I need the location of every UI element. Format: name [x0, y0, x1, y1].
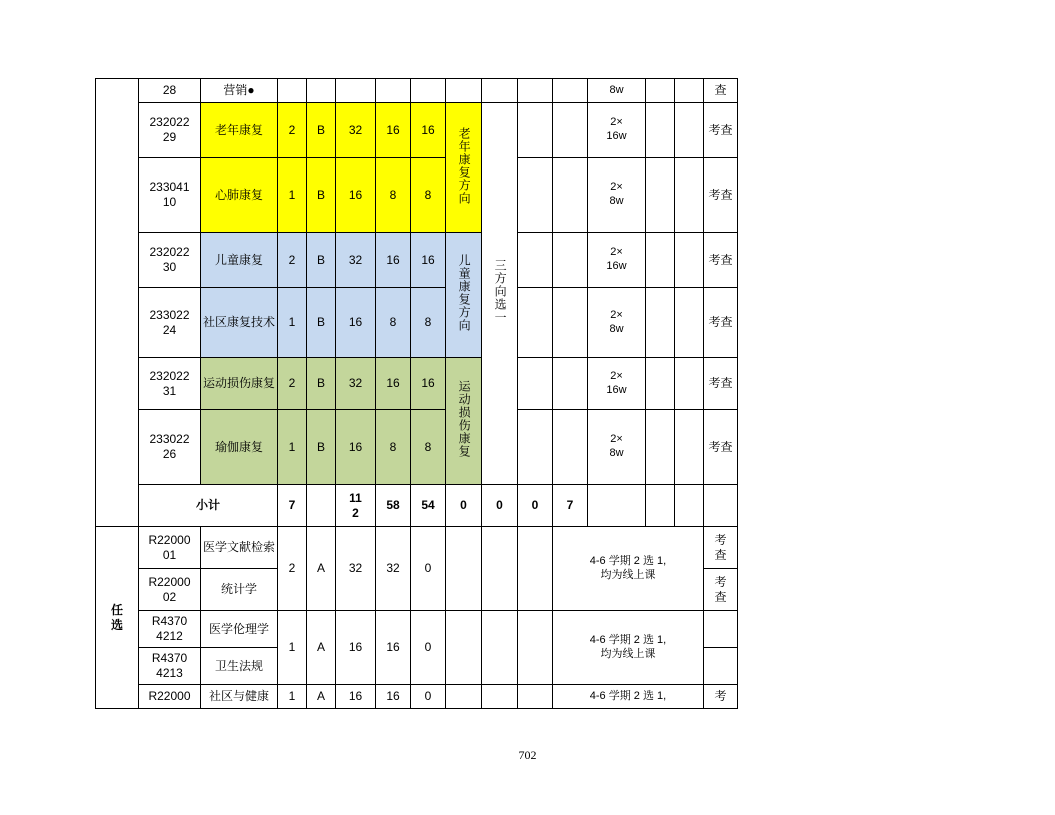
elective-note: 4-6 学期 2 选 1, — [553, 685, 704, 709]
course-theory-hours: 16 — [376, 685, 411, 709]
course-group — [482, 685, 518, 709]
course-credits: 1 — [278, 410, 307, 485]
table-row — [96, 103, 738, 158]
subtotal-credits: 7 — [278, 485, 307, 527]
course-theory-hours: 16 — [376, 103, 411, 158]
course-code: R4370 4213 — [139, 648, 201, 685]
course-group — [482, 79, 518, 103]
semester-weeks: 2× 8w — [588, 288, 646, 358]
semester-col-5 — [675, 233, 704, 288]
subtotal-col-7 — [675, 485, 704, 527]
semester-col-4 — [646, 358, 675, 410]
course-code: R4370 4212 — [139, 611, 201, 648]
course-theory-hours: 8 — [376, 288, 411, 358]
semester-col-1 — [518, 233, 553, 288]
semester-weeks: 2× 8w — [588, 410, 646, 485]
course-theory-hours: 16 — [376, 611, 411, 685]
course-total-hours: 32 — [336, 233, 376, 288]
elective-note: 4-6 学期 2 选 1, 均为线上课 — [553, 527, 704, 611]
course-name: 瑜伽康复 — [201, 410, 278, 485]
semester-col-5 — [675, 158, 704, 233]
category-left-blank — [96, 79, 139, 527]
assessment: 考查 — [704, 358, 738, 410]
semester-col-2 — [553, 158, 588, 233]
course-type: B — [307, 288, 336, 358]
course-theory-hours — [376, 79, 411, 103]
course-theory-hours: 8 — [376, 410, 411, 485]
course-type: A — [307, 685, 336, 709]
course-direction — [446, 79, 482, 103]
course-type: B — [307, 158, 336, 233]
table-row — [96, 358, 738, 410]
semester-col-5 — [675, 288, 704, 358]
course-name: 老年康复 — [201, 103, 278, 158]
semester-col-2 — [553, 288, 588, 358]
table-row — [96, 611, 738, 648]
semester-col-1 — [518, 358, 553, 410]
course-code: 233041 10 — [139, 158, 201, 233]
course-name: 医学伦理学 — [201, 611, 278, 648]
semester-col-2 — [553, 103, 588, 158]
subtotal-col-3: 0 — [518, 485, 553, 527]
semester-col-1 — [518, 611, 553, 685]
course-name: 社区康复技术 — [201, 288, 278, 358]
course-direction: 儿童康复方向 — [446, 233, 482, 358]
subtotal-theory-hours: 58 — [376, 485, 411, 527]
semester-col-5 — [675, 79, 704, 103]
course-code: R22000 02 — [139, 569, 201, 611]
semester-col-5 — [675, 358, 704, 410]
semester-col-2 — [553, 358, 588, 410]
course-name: 统计学 — [201, 569, 278, 611]
course-practice-hours: 0 — [411, 611, 446, 685]
course-total-hours: 16 — [336, 158, 376, 233]
course-type — [307, 79, 336, 103]
semester-col-1 — [518, 685, 553, 709]
course-type: B — [307, 233, 336, 288]
assessment: 考 — [704, 685, 738, 709]
course-credits: 2 — [278, 527, 307, 611]
course-type: B — [307, 103, 336, 158]
subtotal-label: 小计 — [139, 485, 278, 527]
subtotal-col-5 — [588, 485, 646, 527]
course-code: R22000 01 — [139, 527, 201, 569]
semester-col-2 — [553, 410, 588, 485]
semester-weeks: 2× 16w — [588, 233, 646, 288]
course-practice-hours: 16 — [411, 103, 446, 158]
assessment: 考 查 — [704, 527, 738, 569]
course-direction: 运动损伤康复 — [446, 358, 482, 485]
course-code: 232022 29 — [139, 103, 201, 158]
subtotal-col-1: 0 — [446, 485, 482, 527]
elective-note: 4-6 学期 2 选 1, 均为线上课 — [553, 611, 704, 685]
course-practice-hours: 16 — [411, 358, 446, 410]
course-credits: 1 — [278, 685, 307, 709]
semester-weeks: 2× 16w — [588, 103, 646, 158]
course-credits: 2 — [278, 358, 307, 410]
course-name: 儿童康复 — [201, 233, 278, 288]
semester-weeks: 2× 8w — [588, 158, 646, 233]
course-total-hours: 16 — [336, 611, 376, 685]
semester-col-4 — [646, 103, 675, 158]
course-practice-hours: 8 — [411, 410, 446, 485]
table-row — [96, 79, 738, 103]
semester-col-5 — [675, 410, 704, 485]
category-elective: 任 选 — [96, 527, 139, 709]
course-direction — [446, 611, 482, 685]
semester-col-1 — [518, 158, 553, 233]
semester-col-4 — [646, 288, 675, 358]
course-group — [482, 611, 518, 685]
course-group — [482, 527, 518, 611]
semester-col-1 — [518, 527, 553, 611]
semester-col-5 — [675, 103, 704, 158]
course-code: 28 — [139, 79, 201, 103]
semester-col-4 — [646, 79, 675, 103]
page-number: 702 — [518, 748, 537, 762]
assessment — [704, 648, 738, 685]
course-total-hours: 32 — [336, 527, 376, 611]
table-row — [96, 233, 738, 288]
assessment — [704, 611, 738, 648]
course-credits — [278, 79, 307, 103]
semester-col-1 — [518, 288, 553, 358]
course-type: A — [307, 527, 336, 611]
course-name: 营销● — [201, 79, 278, 103]
course-name: 卫生法规 — [201, 648, 278, 685]
table-row-subtotal — [96, 485, 738, 527]
course-name: 医学文献检索 — [201, 527, 278, 569]
assessment: 考查 — [704, 410, 738, 485]
course-total-hours: 32 — [336, 103, 376, 158]
course-practice-hours: 16 — [411, 233, 446, 288]
assessment: 考查 — [704, 233, 738, 288]
course-practice-hours: 0 — [411, 527, 446, 611]
course-theory-hours: 16 — [376, 358, 411, 410]
subtotal-col-2: 0 — [482, 485, 518, 527]
course-total-hours: 16 — [336, 685, 376, 709]
course-name: 运动损伤康复 — [201, 358, 278, 410]
course-total-hours: 32 — [336, 358, 376, 410]
semester-col-4 — [646, 158, 675, 233]
course-type: A — [307, 611, 336, 685]
table-row — [96, 527, 738, 569]
subtotal-type — [307, 485, 336, 527]
semester-col-4 — [646, 233, 675, 288]
course-practice-hours: 0 — [411, 685, 446, 709]
assessment: 考 查 — [704, 569, 738, 611]
course-theory-hours: 32 — [376, 527, 411, 611]
course-direction — [446, 527, 482, 611]
course-practice-hours: 8 — [411, 288, 446, 358]
course-code: 233022 24 — [139, 288, 201, 358]
course-total-hours: 16 — [336, 410, 376, 485]
course-credits: 2 — [278, 103, 307, 158]
assessment: 考查 — [704, 288, 738, 358]
semester-col-2 — [553, 233, 588, 288]
semester-col-1 — [518, 410, 553, 485]
course-practice-hours: 8 — [411, 158, 446, 233]
course-code: 233022 26 — [139, 410, 201, 485]
course-code: 232022 31 — [139, 358, 201, 410]
course-name: 心肺康复 — [201, 158, 278, 233]
course-direction: 老年康复方向 — [446, 103, 482, 233]
course-direction — [446, 685, 482, 709]
assessment: 考查 — [704, 103, 738, 158]
subtotal-col-4: 7 — [553, 485, 588, 527]
subtotal-total-hours: 11 2 — [336, 485, 376, 527]
table-row — [96, 288, 738, 358]
course-total-hours — [336, 79, 376, 103]
table-row — [96, 158, 738, 233]
course-total-hours: 16 — [336, 288, 376, 358]
semester-col-1 — [518, 79, 553, 103]
assessment: 查 — [704, 79, 738, 103]
subtotal-practice-hours: 54 — [411, 485, 446, 527]
course-credits: 1 — [278, 611, 307, 685]
semester-weeks: 8w — [588, 79, 646, 103]
table-row — [96, 410, 738, 485]
subtotal-col-8 — [704, 485, 738, 527]
table-row — [96, 685, 738, 709]
semester-weeks: 2× 16w — [588, 358, 646, 410]
semester-col-4 — [646, 410, 675, 485]
semester-col-1 — [518, 103, 553, 158]
course-code: R22000 — [139, 685, 201, 709]
course-credits: 2 — [278, 233, 307, 288]
course-type: B — [307, 358, 336, 410]
course-group: 三方向选一 — [482, 103, 518, 485]
course-theory-hours: 16 — [376, 233, 411, 288]
course-name: 社区与健康 — [201, 685, 278, 709]
course-type: B — [307, 410, 336, 485]
course-theory-hours: 8 — [376, 158, 411, 233]
course-practice-hours — [411, 79, 446, 103]
curriculum-table — [95, 78, 738, 709]
course-credits: 1 — [278, 288, 307, 358]
semester-col-2 — [553, 79, 588, 103]
assessment: 考查 — [704, 158, 738, 233]
course-code: 232022 30 — [139, 233, 201, 288]
course-credits: 1 — [278, 158, 307, 233]
subtotal-col-6 — [646, 485, 675, 527]
